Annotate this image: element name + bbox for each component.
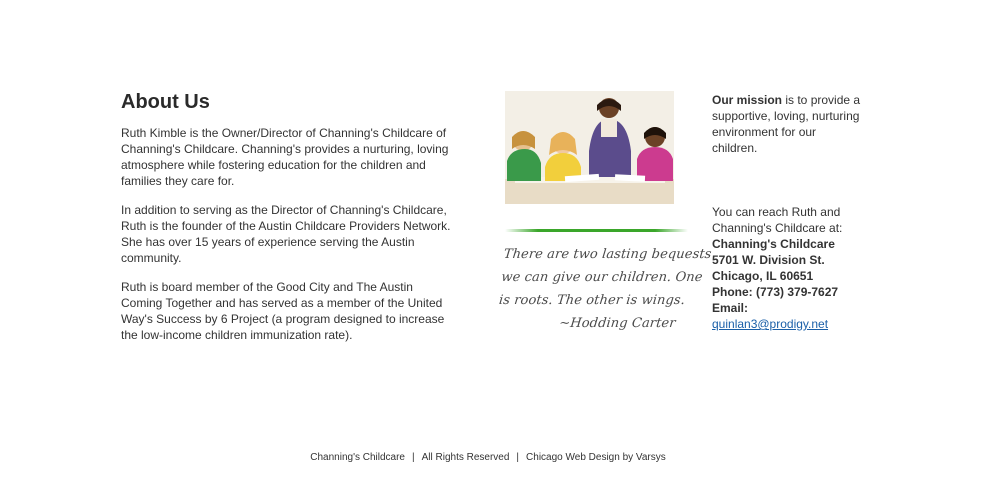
- footer-designer-link[interactable]: Chicago Web Design by Varsys: [526, 452, 666, 463]
- phone-label: Phone:: [712, 285, 753, 299]
- mission-label: Our mission: [712, 93, 783, 107]
- footer: [0, 451, 976, 465]
- contact-section: [712, 92, 862, 332]
- quote-author: ~Hodding Carter: [558, 316, 677, 331]
- reach-text: You can reach Ruth and Channing's Childcare at:: [712, 205, 843, 235]
- quote-line-3: is roots. The other is wings.: [498, 293, 686, 308]
- about-paragraph-3: Ruth is board member of the Good City and The Austin Coming Together and has served as a member of the United Way's Success by 6 Project (a program designed to increase the low-income children immunization rate).: [121, 280, 445, 342]
- about-paragraph-2: In addition to serving as the Director of Channing's Childcare, Ruth is the founder of the Austin Childcare Providers Network. She has over 15 years of experience serving the Austin community.: [121, 203, 451, 265]
- footer-site-name: Channing's Childcare: [310, 452, 405, 463]
- photo-illustration: [505, 91, 674, 204]
- teacher-with-children-photo: [505, 91, 674, 204]
- mission-text: is to provide a supportive, loving, nurturing environment for our children.: [712, 93, 861, 155]
- city-state-zip: Chicago, IL 60651: [712, 269, 814, 283]
- quote-line-1: There are two lasting bequests: [503, 247, 713, 262]
- footer-separator: |: [412, 452, 415, 463]
- quote-line-2: we can give our children. One: [500, 270, 704, 285]
- green-divider: [505, 229, 688, 232]
- mission-statement: [712, 92, 862, 156]
- email-link[interactable]: quinlan3@prodigy.net: [712, 317, 829, 331]
- phone-number: (773) 379-7627: [756, 285, 839, 299]
- quote-section: [498, 91, 713, 335]
- about-section: [121, 90, 456, 356]
- street-address: 5701 W. Division St.: [712, 253, 825, 267]
- business-name: Channing's Childcare: [712, 237, 835, 251]
- quote: [495, 243, 713, 335]
- footer-separator: |: [516, 452, 520, 463]
- footer-rights: All Rights Reserved: [421, 452, 510, 463]
- page-title: About Us: [121, 91, 210, 113]
- email-label: Email:: [712, 301, 749, 315]
- about-paragraph-1: Ruth Kimble is the Owner/Director of Channing's Childcare of Channing's Childcare. Channing's provides a nurturing, loving atmosphere while fostering education for the children and families they care for.: [121, 126, 449, 188]
